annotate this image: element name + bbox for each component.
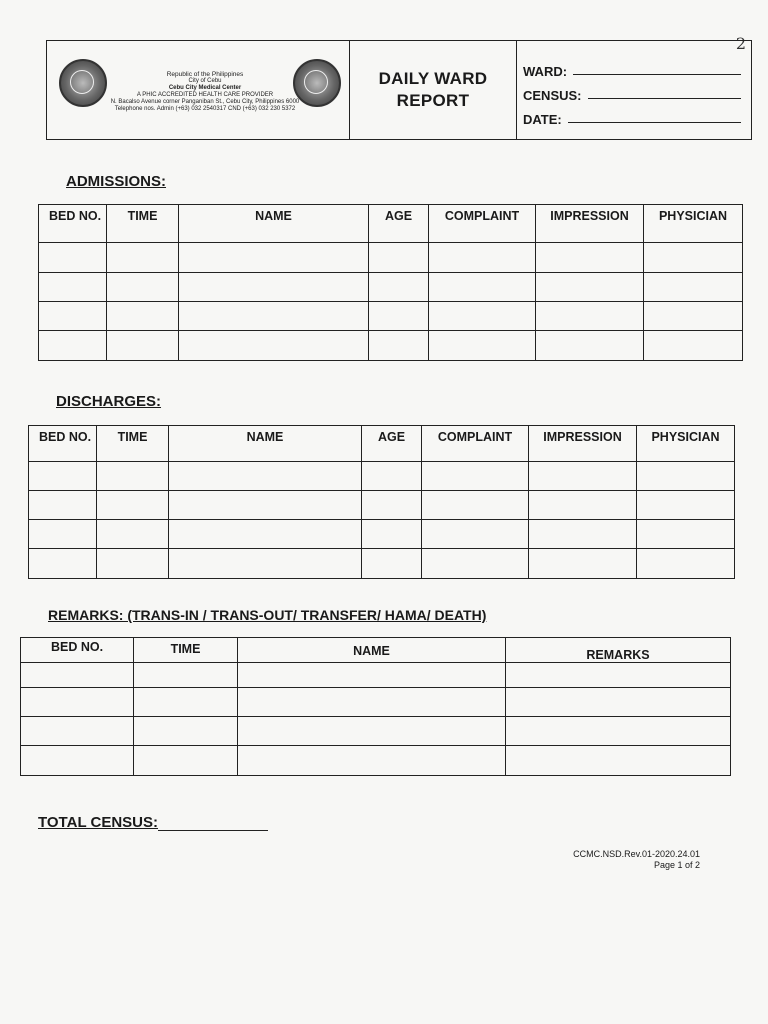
table-cell[interactable] (21, 663, 134, 688)
table-cell[interactable] (529, 462, 637, 491)
page-label: Page 1 of 2 (653, 860, 700, 870)
table-cell[interactable] (422, 462, 529, 491)
table-cell[interactable] (422, 549, 529, 579)
table-cell[interactable] (429, 331, 536, 361)
col-header: PHYSICIAN (637, 426, 735, 462)
table-cell[interactable] (39, 302, 107, 331)
table-row (21, 663, 731, 688)
table-cell[interactable] (529, 549, 637, 579)
header-fields (517, 41, 751, 139)
discharges-table (28, 425, 735, 579)
table-cell[interactable] (107, 243, 179, 273)
institution-text (105, 71, 305, 113)
inst-line: City of Cebu (188, 78, 222, 84)
col-header: BED NO. (21, 638, 134, 663)
table-cell[interactable] (39, 273, 107, 302)
table-cell[interactable] (39, 331, 107, 361)
table-cell[interactable] (179, 302, 369, 331)
table-row (39, 302, 743, 331)
census-input-line[interactable] (588, 98, 741, 99)
total-census-label: TOTAL CENSUS: (38, 814, 159, 831)
table-cell[interactable] (637, 462, 735, 491)
table-cell[interactable] (29, 462, 97, 491)
col-header: NAME (238, 638, 506, 663)
date-label: DATE: (523, 112, 562, 127)
table-cell[interactable] (529, 491, 637, 520)
col-header: REMARKS (506, 638, 731, 663)
col-header: NAME (179, 205, 369, 243)
col-header: IMPRESSION (529, 426, 637, 462)
table-cell[interactable] (134, 688, 238, 717)
admissions-title: ADMISSIONS: (66, 173, 167, 190)
col-header: TIME (97, 426, 169, 462)
title-block (350, 41, 517, 139)
table-row (29, 462, 735, 491)
table-header-row (29, 426, 735, 462)
table-row (21, 717, 731, 746)
table-cell[interactable] (107, 331, 179, 361)
table-cell[interactable] (637, 491, 735, 520)
form-title-line2: REPORT (396, 91, 470, 110)
table-cell[interactable] (21, 717, 134, 746)
table-cell[interactable] (429, 273, 536, 302)
col-header: COMPLAINT (429, 205, 536, 243)
table-cell[interactable] (362, 549, 422, 579)
table-cell[interactable] (179, 331, 369, 361)
table-cell[interactable] (29, 491, 97, 520)
table-cell[interactable] (179, 273, 369, 302)
table-cell[interactable] (39, 243, 107, 273)
inst-line: Republic of the Philippines (166, 71, 244, 78)
total-census (38, 814, 268, 831)
table-cell[interactable] (536, 331, 644, 361)
table-cell[interactable] (238, 746, 506, 776)
ward-input-line[interactable] (573, 74, 741, 75)
table-cell[interactable] (369, 273, 429, 302)
table-row (39, 273, 743, 302)
table-cell[interactable] (644, 243, 743, 273)
ward-label: WARD: (523, 64, 568, 79)
table-cell[interactable] (536, 243, 644, 273)
table-cell[interactable] (29, 549, 97, 579)
col-header: BED NO. (29, 426, 97, 462)
table-cell[interactable] (134, 746, 238, 776)
table-cell[interactable] (29, 520, 97, 549)
census-field (523, 79, 751, 103)
inst-line: A PHIC ACCREDITED HEALTH CARE PROVIDER (136, 92, 274, 98)
remarks-title: REMARKS: (TRANS-IN / TRANS-OUT/ TRANSFER/ HAMA/ DEATH) (48, 607, 487, 623)
table-cell[interactable] (506, 688, 731, 717)
table-cell[interactable] (429, 302, 536, 331)
table-cell[interactable] (506, 746, 731, 776)
table-row (21, 688, 731, 717)
form-code-block (573, 849, 700, 871)
table-cell[interactable] (169, 549, 362, 579)
table-cell[interactable] (644, 302, 743, 331)
table-cell[interactable] (134, 663, 238, 688)
table-cell[interactable] (21, 746, 134, 776)
col-header: IMPRESSION (536, 205, 644, 243)
table-cell[interactable] (97, 549, 169, 579)
table-cell[interactable] (238, 717, 506, 746)
date-input-line[interactable] (568, 122, 741, 123)
table-row (39, 243, 743, 273)
form-code: CCMC.NSD.Rev.01-2020.24.01 (573, 849, 700, 859)
table-cell[interactable] (369, 331, 429, 361)
col-header: AGE (369, 205, 429, 243)
table-cell[interactable] (169, 491, 362, 520)
table-cell[interactable] (644, 331, 743, 361)
col-header: TIME (107, 205, 179, 243)
discharges-title: DISCHARGES: (56, 393, 162, 410)
table-row (21, 746, 731, 776)
table-cell[interactable] (107, 302, 179, 331)
table-cell[interactable] (637, 549, 735, 579)
table-cell[interactable] (362, 520, 422, 549)
table-cell[interactable] (21, 688, 134, 717)
total-census-input-line[interactable] (158, 816, 268, 831)
admissions-table (38, 204, 743, 361)
table-cell[interactable] (506, 717, 731, 746)
table-cell[interactable] (369, 243, 429, 273)
col-header: COMPLAINT (422, 426, 529, 462)
inst-line: Cebu City Medical Center (168, 85, 242, 91)
col-header: TIME (134, 638, 238, 663)
table-row (29, 520, 735, 549)
col-header: PHYSICIAN (644, 205, 743, 243)
table-cell[interactable] (238, 663, 506, 688)
col-header: AGE (362, 426, 422, 462)
table-cell[interactable] (362, 462, 422, 491)
form-title-line1: DAILY WARD (378, 69, 488, 88)
form-header (46, 40, 752, 140)
table-cell[interactable] (134, 717, 238, 746)
table-cell[interactable] (362, 491, 422, 520)
page-mark: 2 (735, 34, 746, 53)
table-cell[interactable] (97, 462, 169, 491)
table-cell[interactable] (506, 663, 731, 688)
table-cell[interactable] (97, 520, 169, 549)
table-cell[interactable] (97, 491, 169, 520)
table-cell[interactable] (529, 520, 637, 549)
table-cell[interactable] (637, 520, 735, 549)
table-row (29, 549, 735, 579)
hospital-seal-icon (293, 59, 341, 107)
col-header: BED NO. (39, 205, 107, 243)
table-row (39, 331, 743, 361)
table-cell[interactable] (644, 273, 743, 302)
table-cell[interactable] (179, 243, 369, 273)
institution-block (47, 41, 350, 139)
census-label: CENSUS: (523, 88, 582, 103)
inst-line: Telephone nos. Admin (+63) 032 2540317 CND (+63) 032 230 5372 (114, 106, 296, 112)
table-cell[interactable] (169, 462, 362, 491)
inst-line: N. Bacalso Avenue corner Panganiban St., Cebu City, Philippines 6000 (110, 99, 300, 105)
city-seal-icon (59, 59, 107, 107)
table-cell[interactable] (429, 243, 536, 273)
table-cell[interactable] (536, 302, 644, 331)
table-header-row (21, 638, 731, 663)
table-cell[interactable] (536, 273, 644, 302)
table-cell[interactable] (422, 520, 529, 549)
table-cell[interactable] (422, 491, 529, 520)
table-cell[interactable] (369, 302, 429, 331)
table-cell[interactable] (238, 688, 506, 717)
remarks-table (20, 637, 731, 776)
date-field (523, 103, 751, 127)
ward-field (523, 55, 751, 79)
table-cell[interactable] (107, 273, 179, 302)
table-header-row (39, 205, 743, 243)
table-cell[interactable] (169, 520, 362, 549)
col-header: NAME (169, 426, 362, 462)
table-row (29, 491, 735, 520)
